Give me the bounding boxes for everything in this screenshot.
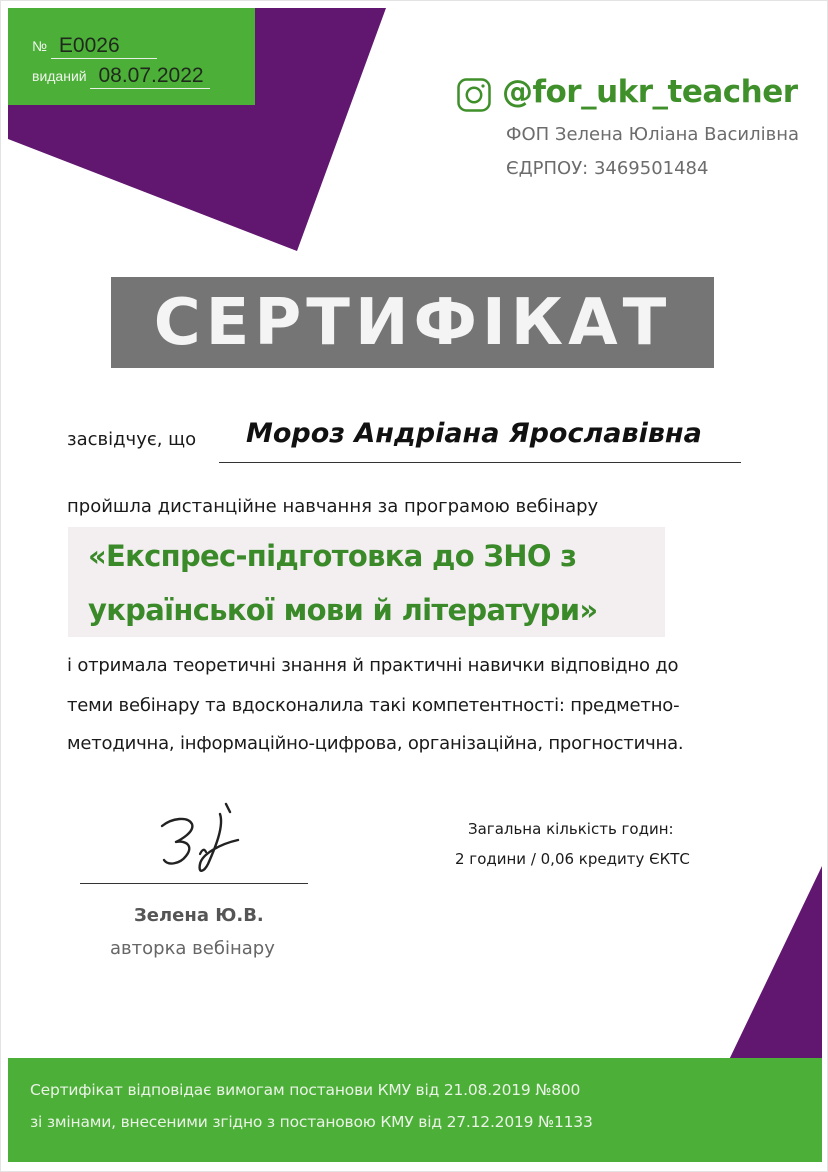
signatory-name: Зелена Ю.В. [134, 905, 264, 926]
passed-text: пройшла дистанційне навчання за програмою вебінару [67, 496, 599, 517]
recipient-name: Мороз Андріана Ярославівна [246, 418, 702, 449]
body-text-line-3: методична, інформаційно-цифрова, організаційна, прогностична. [67, 733, 684, 754]
footer-line-2: зі змінами, внесеними згідно з постановою КМУ від 27.12.2019 №1133 [30, 1113, 593, 1131]
course-title-box [68, 527, 665, 637]
certificate-title-banner [111, 277, 714, 368]
signature-line [80, 883, 308, 884]
footer-line-1: Сертифікат відповідає вимогам постанови КМУ від 21.08.2019 №800 [30, 1081, 581, 1099]
course-title-line-2: української мови й літератури» [88, 593, 598, 627]
issue-number: E0026 [51, 34, 157, 59]
issue-info-box [8, 8, 255, 105]
course-title-line-1: «Експрес-підготовка до ЗНО з [88, 539, 577, 573]
certificate-title: СЕРТИФІКАТ [153, 285, 672, 360]
body-text-line-1: і отримала теоретичні знання й практичні навички відповідно до [67, 655, 679, 676]
body-text-line-2: теми вебінару та вдосконалила такі компетентності: предметно- [67, 695, 680, 716]
issue-number-label: № [32, 38, 48, 54]
issuer-fop: ФОП Зелена Юліана Василівна [506, 124, 800, 145]
issue-number-row [32, 34, 157, 59]
footer-banner [8, 1058, 822, 1162]
certifies-label: засвідчує, що [67, 429, 197, 450]
issue-date-label: виданий [32, 68, 87, 84]
instagram-icon [457, 78, 491, 112]
recipient-underline [219, 462, 741, 463]
hours-label: Загальна кількість годин: [468, 820, 674, 838]
issue-date-row [32, 64, 210, 89]
signatory-role: авторка вебінару [110, 938, 275, 959]
issuer-edrpou: ЄДРПОУ: 3469501484 [506, 158, 709, 179]
issue-date: 08.07.2022 [90, 64, 209, 89]
hours-value: 2 години / 0,06 кредиту ЄКТС [455, 850, 690, 868]
instagram-handle: @for_ukr_teacher [502, 74, 798, 110]
handwritten-signature [150, 800, 250, 878]
